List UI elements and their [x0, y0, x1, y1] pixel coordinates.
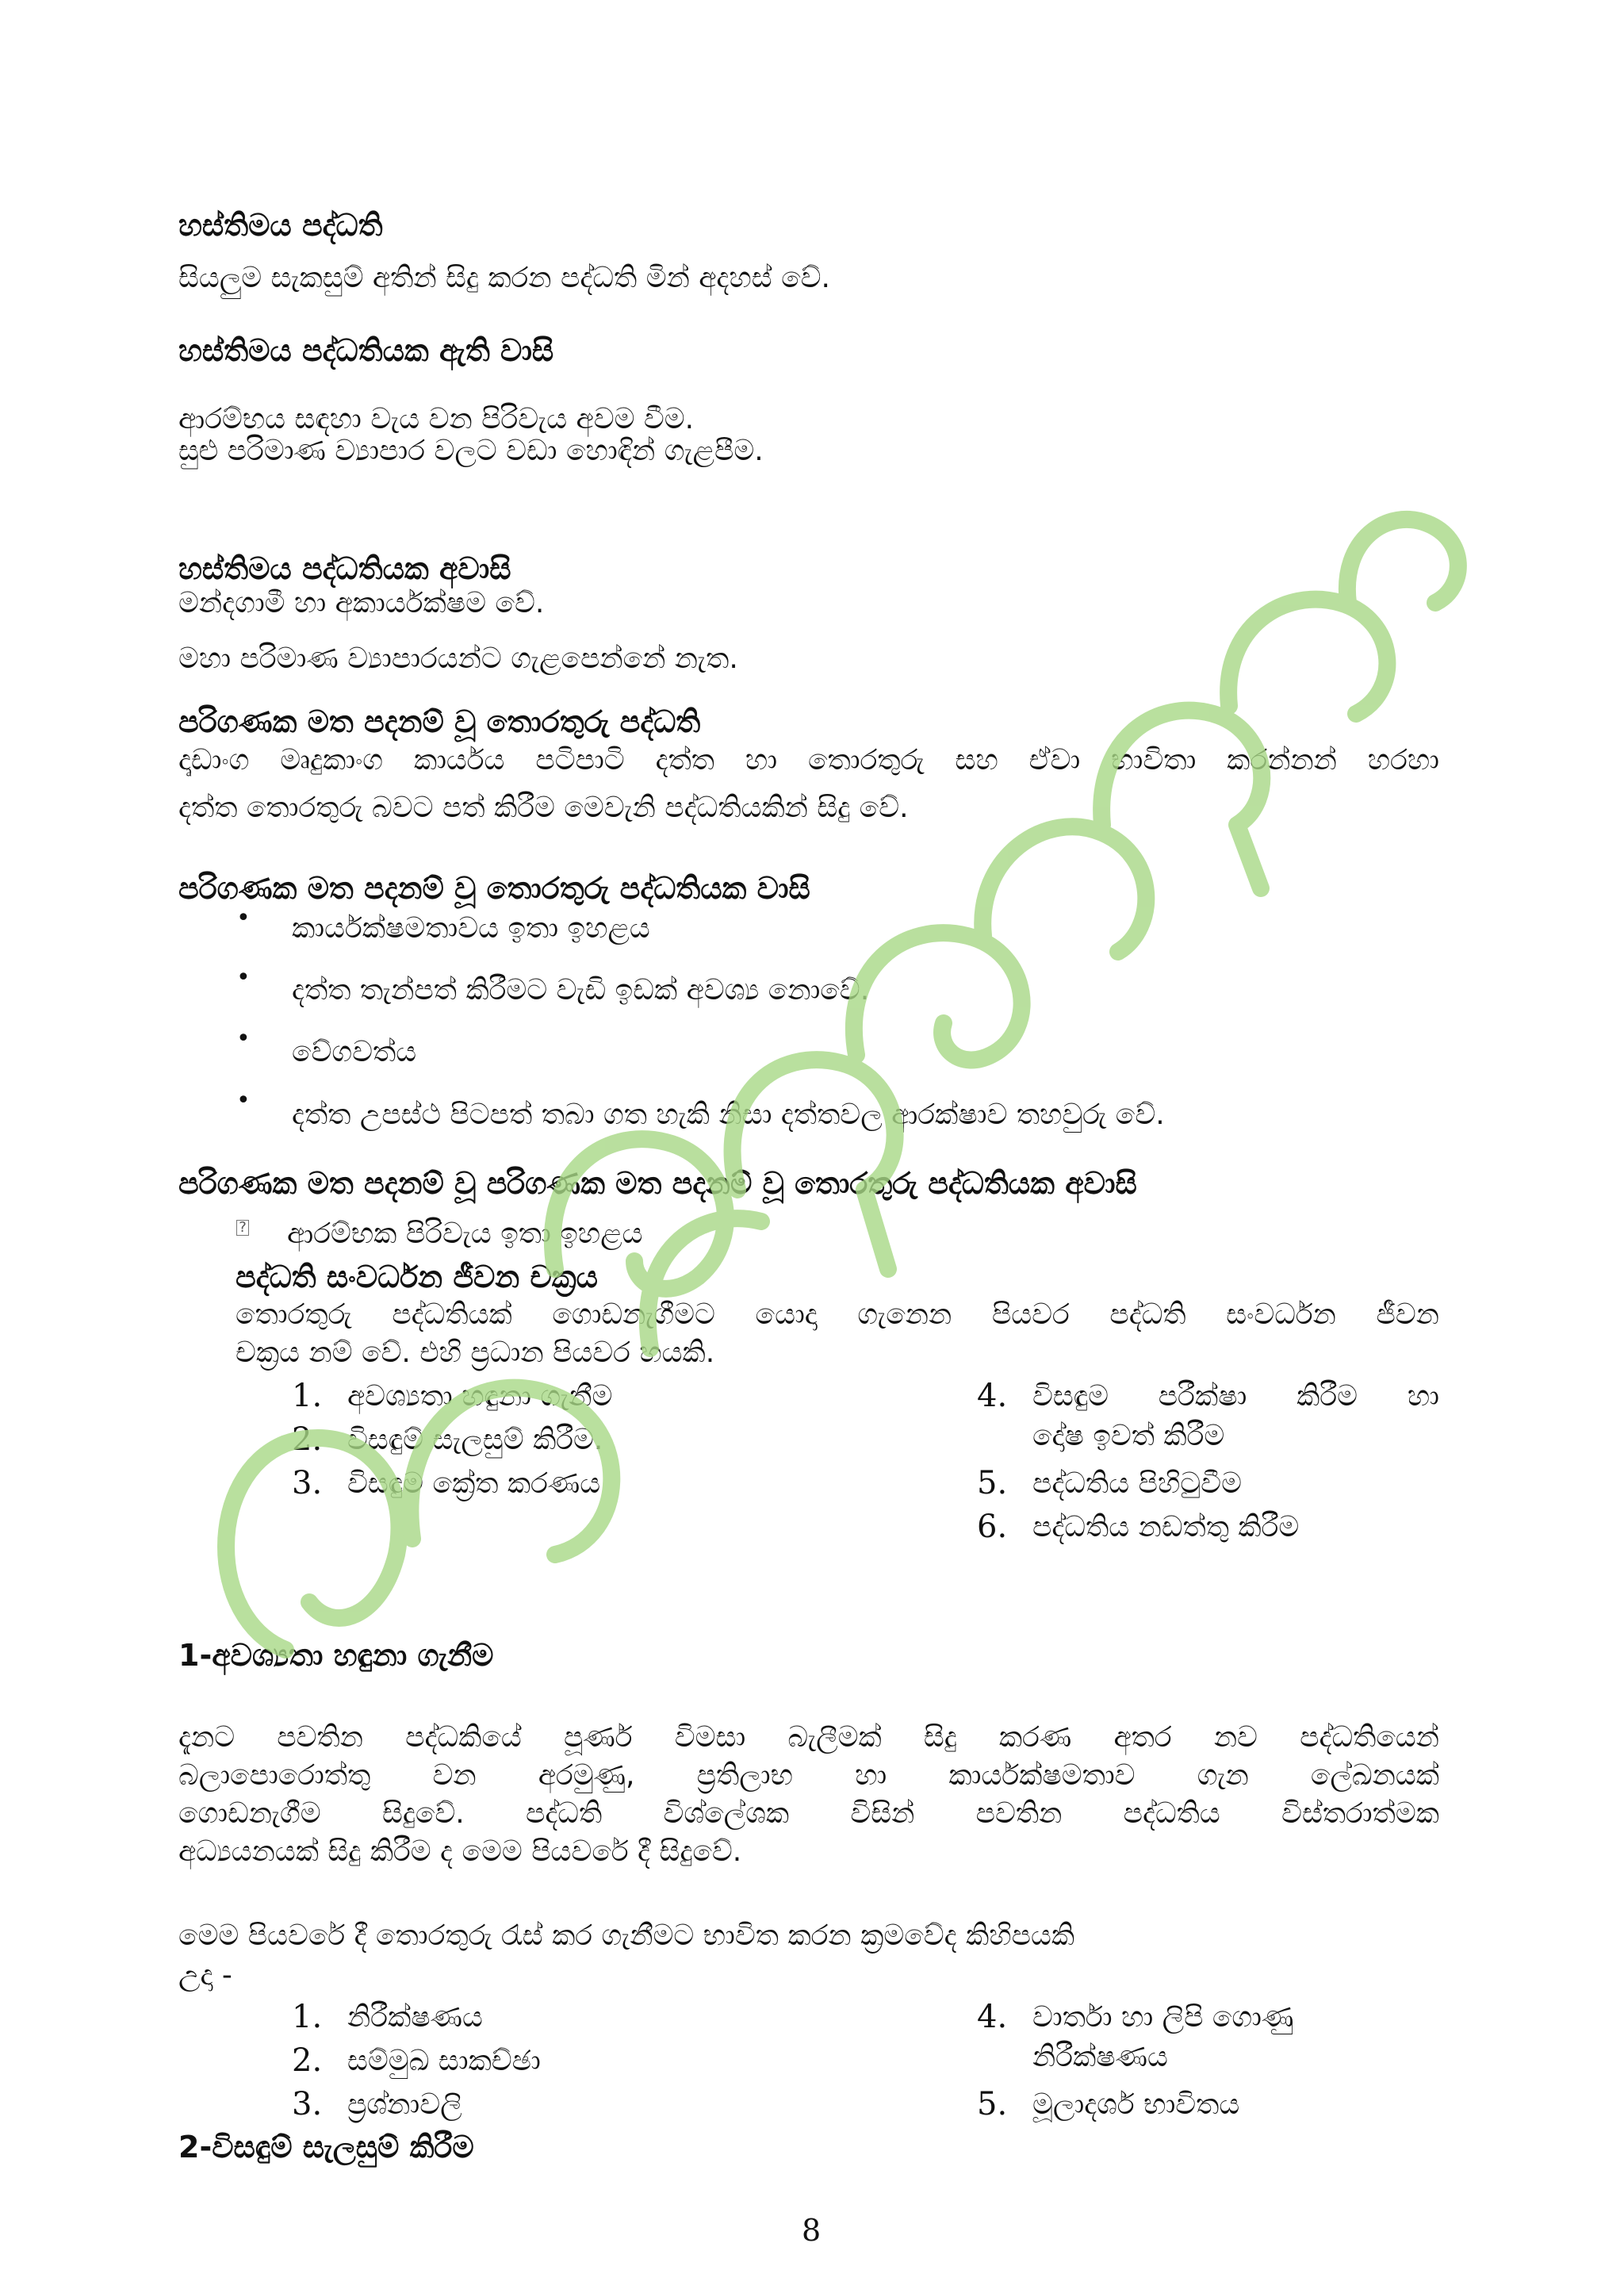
list-number: 3.: [292, 1465, 323, 1501]
sdlc-step: විසඳුම පරීක්ෂා කිරීම හා: [1032, 1380, 1439, 1413]
requirements-heading: 1-අවශ්‍යතා හඳුනා ගැනීම: [178, 1638, 494, 1673]
bullet: •: [236, 904, 251, 932]
sdlc-description-line: චක්‍රය නම් වේ. එහි ප්‍රධාන පියවර හයකි.: [236, 1336, 715, 1369]
method-item: ප්‍රශ්නාවලි: [347, 2088, 462, 2121]
requirements-paragraph-line: ගොඩනැගීම සිදුවේ. පද්ධති විශ්ලේශක විසින් පවතින පද්ධතිය විස්තරාත්මක: [178, 1797, 1439, 1830]
manual-systems-heading: හස්තිමය පද්ධති: [178, 208, 383, 243]
list-number: 5.: [977, 2086, 1008, 2122]
list-number: 5.: [977, 1465, 1008, 1501]
manual-advantage-item: සුළු පරිමාණ ව්‍යාපාර වලට වඩා හොඳින් ගැළපීම.: [178, 435, 764, 467]
sdlc-step: දෝෂ ඉවත් කිරීම: [1032, 1420, 1225, 1452]
missing-glyph-bullet: ?: [236, 1220, 249, 1236]
sdlc-step: විසඳුම් සැලසුම් කිරීම.: [347, 1424, 603, 1456]
list-number: 1.: [292, 1999, 323, 2035]
cbis-advantage-item: වේගවත්ය: [292, 1036, 417, 1068]
list-number: 2.: [292, 2042, 323, 2079]
requirements-paragraph-line: අධ්‍යයනයක් සිදු කිරීම ද මෙම පියවරේ දී සිදුවේ.: [178, 1835, 742, 1868]
requirements-paragraph-line: බලාපොරොත්තු වන අරමුණු, ප්‍රතිලාභ හා කාර්යක්ෂමතාව ගැන ලේඛනයක්: [178, 1759, 1439, 1792]
requirements-paragraph-line: දැනට පවතින පද්ධකියේ පූර්ණ විමසා බැලීමක් සිදු කරණ අතර නව පද්ධතියෙන්: [178, 1721, 1439, 1754]
sdlc-heading: පද්ධති සංවර්ධන ජීවන චක්‍රය: [236, 1260, 598, 1294]
cbis-advantage-item: කාර්යක්ෂමතාවය ඉතා ඉහළය: [292, 912, 650, 945]
sdlc-step: පද්ධතිය පිහිටුවීම: [1032, 1467, 1242, 1500]
cbis-description-line: දත්ත තොරතුරු බවට පත් කිරීම මෙවැනි පද්ධතියකින් සිදු වේ.: [178, 792, 909, 824]
list-number: 2.: [292, 1421, 323, 1458]
methods-intro: මෙම පියවරේ දී තොරතුරු රැස් කර ගැනීමට භාවිත කරන ක්‍රමවේද කිහිපයකි: [178, 1919, 1075, 1952]
design-heading: 2-විසඳුම් සැලසුම් කිරීම: [178, 2130, 474, 2165]
cbis-disadvantages-heading: පරිගණක මත පදනම් වූ පරිගණක මත පදනම් වූ තොරතුරු පද්ධතියක අවාසි: [178, 1166, 1137, 1201]
method-item: වාර්තා හා ලිපි ගොණු: [1032, 2001, 1294, 2034]
method-item: නිරීක්ෂණය: [347, 2001, 483, 2034]
list-number: 1.: [292, 1378, 323, 1414]
sdlc-step: අවශ්‍යතා හඳුනා ගැනීම: [347, 1380, 613, 1413]
cbis-disadvantage-item: ආරම්භක පිරිවැය ඉතා ඉහළය: [287, 1217, 643, 1250]
method-item: සම්මුඛ සාකච්ඡා: [347, 2045, 541, 2077]
cbis-description-line: දෘඩාංග මෘදුකාංග කාර්යය පටිපාටි දත්ත හා තොරතුරු සහ ඒවා භාවිතා කරන්නන් හරහා: [178, 744, 1439, 776]
list-number: 3.: [292, 2086, 323, 2122]
cbis-advantages-heading: පරිගණක මත පදනම් වූ තොරතුරු පද්ධතියක වාසි: [178, 871, 810, 906]
manual-advantage-item: ආරම්භය සඳහා වැය වන පිරිවැය අවම වීම.: [178, 403, 695, 435]
list-number: 6.: [977, 1509, 1008, 1545]
sdlc-step: පද්ධතිය නඩත්තු කිරීම: [1032, 1511, 1300, 1543]
manual-disadvantage-item: මහා පරිමාණ ව්‍යාපාරයන්ට ගැළපෙන්නේ නැත.: [178, 642, 738, 675]
sdlc-step: විසඳුම ක්‍රේත කරණය: [347, 1467, 601, 1500]
sdlc-description-line: තොරතුරු පද්ධතියක් ගොඩනැගීමට යොදා ගැනෙන පියවර පද්ධති සංවර්ධන ජීවන: [236, 1298, 1439, 1331]
manual-advantages-heading: හස්තිමය පද්ධතියක ඇති වාසි: [178, 333, 554, 368]
method-item: මූලාදර්ශ භාවිතය: [1032, 2088, 1240, 2121]
list-number: 4.: [977, 1999, 1008, 2035]
bullet: •: [236, 1025, 251, 1053]
manual-disadvantages-heading: හස්තිමය පද්ධතියක අවාසි: [178, 551, 511, 586]
method-item: නිරීක්ෂණය: [1032, 2041, 1168, 2073]
cbis-heading: පරිගණක මත පදනම් වූ තොරතුරු පද්ධති: [178, 704, 701, 739]
bullet: •: [236, 964, 251, 991]
bullet: •: [236, 1087, 251, 1114]
methods-example-label: උදා -: [178, 1959, 232, 1992]
manual-disadvantage-item: මන්දගාමී හා අකාර්යක්ෂම වේ.: [178, 587, 545, 619]
cbis-advantage-item: දත්ත උපස්ථ පිටපත් තබා ගත හැකි නිසා දත්තවල ආරක්ෂාව තහවුරු වේ.: [292, 1099, 1165, 1131]
list-number: 4.: [977, 1378, 1008, 1414]
manual-systems-description: සියලුම සැකසුම් අතින් සිදු කරන පද්ධති මින් අදහස් වේ.: [178, 262, 830, 294]
page-number: 8: [802, 2213, 822, 2248]
cbis-advantage-item: දත්ත තැන්පත් කිරීමට වැඩි ඉඩක් අවශ්‍ය නොවේ.: [292, 974, 870, 1007]
